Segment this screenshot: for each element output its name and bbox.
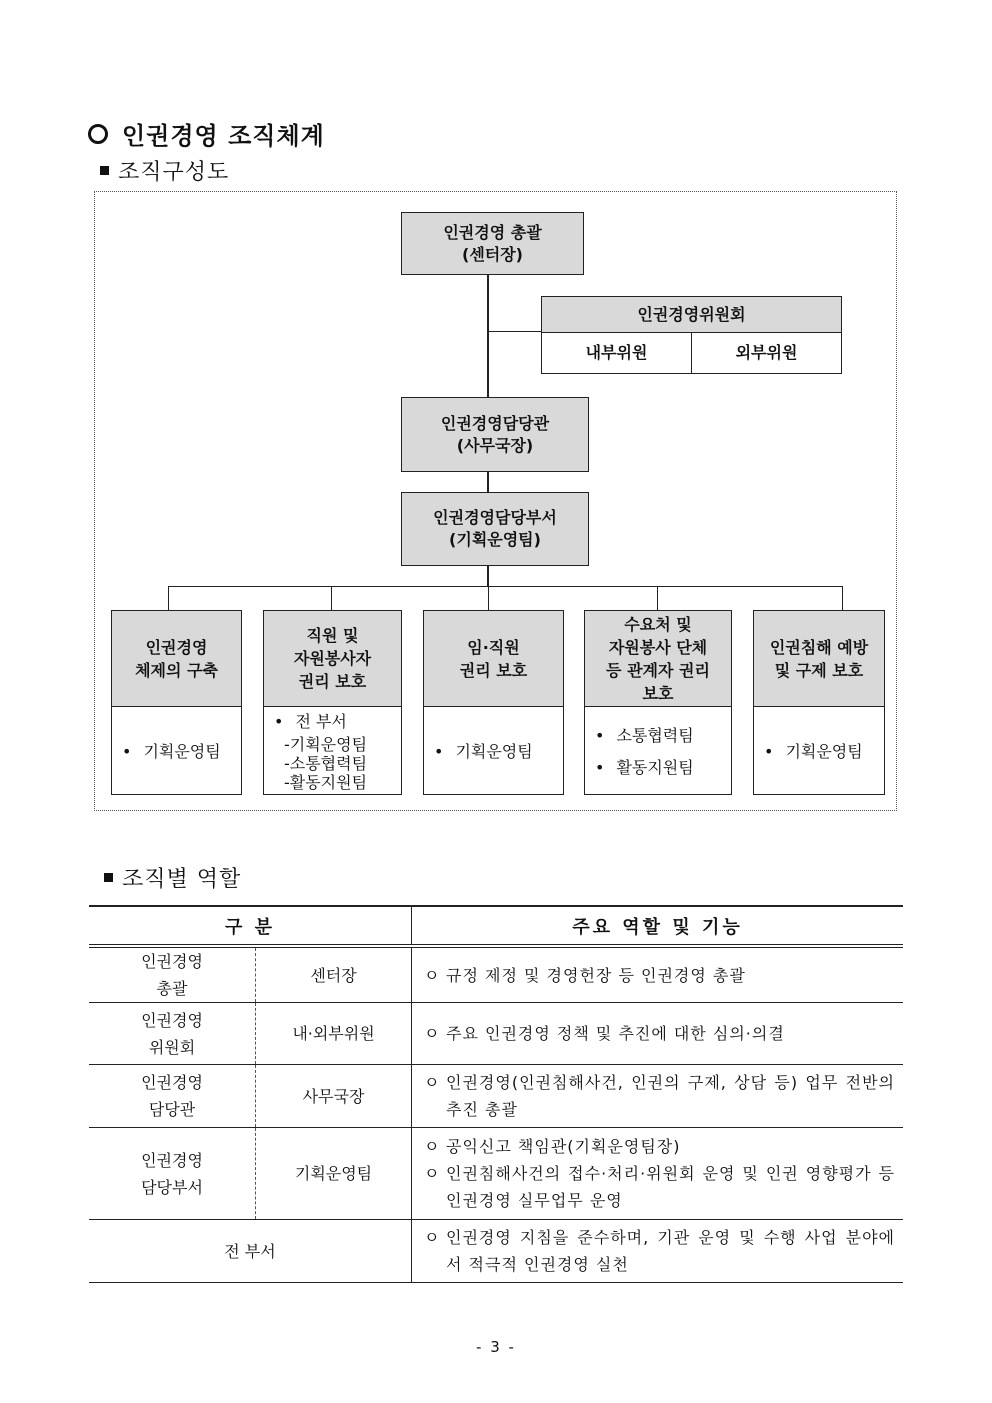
org-head-box: 인권경영 총괄 (센터장) bbox=[401, 212, 584, 275]
connector-line bbox=[488, 586, 489, 610]
list-item: • 기획운영팀 bbox=[764, 739, 863, 762]
org-cell: 전 부서 bbox=[89, 1220, 412, 1283]
table-row bbox=[89, 1220, 903, 1283]
unit-cell: 사무국장 bbox=[256, 1065, 412, 1128]
sub-list-item: -기획운영팀 bbox=[284, 735, 368, 754]
org-cell: 인권경영 담당관 bbox=[89, 1065, 256, 1128]
external-member-box: 외부위원 bbox=[691, 332, 842, 374]
list-item: • 소통협력팀 bbox=[595, 723, 694, 746]
header-category: 구 분 bbox=[89, 906, 412, 946]
org-cell: 인권경영 위원회 bbox=[89, 1003, 256, 1065]
table-row bbox=[89, 946, 903, 1003]
connector-line bbox=[487, 566, 489, 586]
connector-line bbox=[487, 275, 489, 397]
circle-bullet-icon bbox=[88, 124, 108, 144]
table-header-row bbox=[89, 906, 903, 946]
column-head: 임·직원 권리 보호 bbox=[424, 611, 563, 707]
column-head: 직원 및 자원봉사자 권리 보호 bbox=[264, 611, 401, 707]
internal-member-box: 내부위원 bbox=[541, 332, 692, 374]
roles-cell: ㅇ 주요 인권경영 정책 및 추진에 대한 심의·의결 bbox=[412, 1003, 904, 1065]
org-column-5 bbox=[753, 610, 885, 795]
roles-table bbox=[89, 905, 903, 1283]
unit-cell: 센터장 bbox=[256, 946, 412, 1003]
unit-cell: 내·외부위원 bbox=[256, 1003, 412, 1065]
sub-list-item: -활동지원팀 bbox=[284, 773, 368, 792]
list-item: • 기획운영팀 bbox=[122, 739, 221, 762]
connector-line bbox=[842, 586, 843, 610]
committee-box: 인권경영위원회 bbox=[541, 296, 842, 333]
org-column-2 bbox=[263, 610, 402, 795]
roles-cell: ㅇ 규정 제정 및 경영헌장 등 인권경영 총괄 bbox=[412, 946, 904, 1003]
sub-list-item: -소통협력팀 bbox=[284, 754, 368, 773]
roles-cell: ㅇ 인권경영 지침을 준수하며, 기관 운영 및 수행 사업 분야에서 적극적 인권경영 실천 bbox=[412, 1220, 904, 1283]
column-head: 수요처 및 자원봉사 단체 등 관계자 권리 보호 bbox=[585, 611, 731, 707]
org-column-3 bbox=[423, 610, 564, 795]
square-bullet-icon bbox=[100, 166, 109, 175]
header-roles: 주요 역할 및 기능 bbox=[412, 906, 904, 946]
table-row bbox=[89, 1065, 903, 1128]
list-item: • 활동지원팀 bbox=[595, 755, 694, 778]
connector-line bbox=[657, 586, 658, 610]
table-row bbox=[89, 1128, 903, 1220]
org-column-1 bbox=[111, 610, 242, 795]
table-row bbox=[89, 1003, 903, 1065]
org-subtitle: 조직구성도 bbox=[100, 155, 229, 186]
roles-subtitle: 조직별 역할 bbox=[104, 862, 241, 893]
connector-line bbox=[331, 586, 332, 610]
list-item: • 전 부서 bbox=[274, 709, 347, 732]
square-bullet-icon bbox=[104, 873, 113, 882]
column-head: 인권경영 체제의 구축 bbox=[112, 611, 241, 707]
roles-cell: ㅇ 인권경영(인권침해사건, 인권의 구제, 상담 등) 업무 전반의 추진 총괄 bbox=[412, 1065, 904, 1128]
connector-line bbox=[168, 586, 843, 587]
dept-box: 인권경영담당부서 (기획운영팀) bbox=[401, 492, 589, 566]
page-number: - 3 - bbox=[476, 1338, 516, 1356]
unit-cell: 기획운영팀 bbox=[256, 1128, 412, 1220]
column-head: 인권침해 예방 및 구제 보호 bbox=[754, 611, 884, 707]
connector-line bbox=[487, 331, 542, 332]
org-cell: 인권경영 총괄 bbox=[89, 946, 256, 1003]
org-cell: 인권경영 담당부서 bbox=[89, 1128, 256, 1220]
connector-line bbox=[487, 472, 489, 492]
roles-cell: ㅇ 공익신고 책임관(기획운영팀장) ㅇ 인권침해사건의 접수·처리·위원회 운영 및 인권 영향평가 등 인권경영 실무업무 운영 bbox=[412, 1128, 904, 1220]
connector-line bbox=[168, 586, 169, 610]
officer-box: 인권경영담당관 (사무국장) bbox=[401, 397, 589, 472]
list-item: • 기획운영팀 bbox=[434, 739, 533, 762]
org-column-4 bbox=[584, 610, 732, 795]
section-title: 인권경영 조직체계 bbox=[88, 116, 325, 151]
